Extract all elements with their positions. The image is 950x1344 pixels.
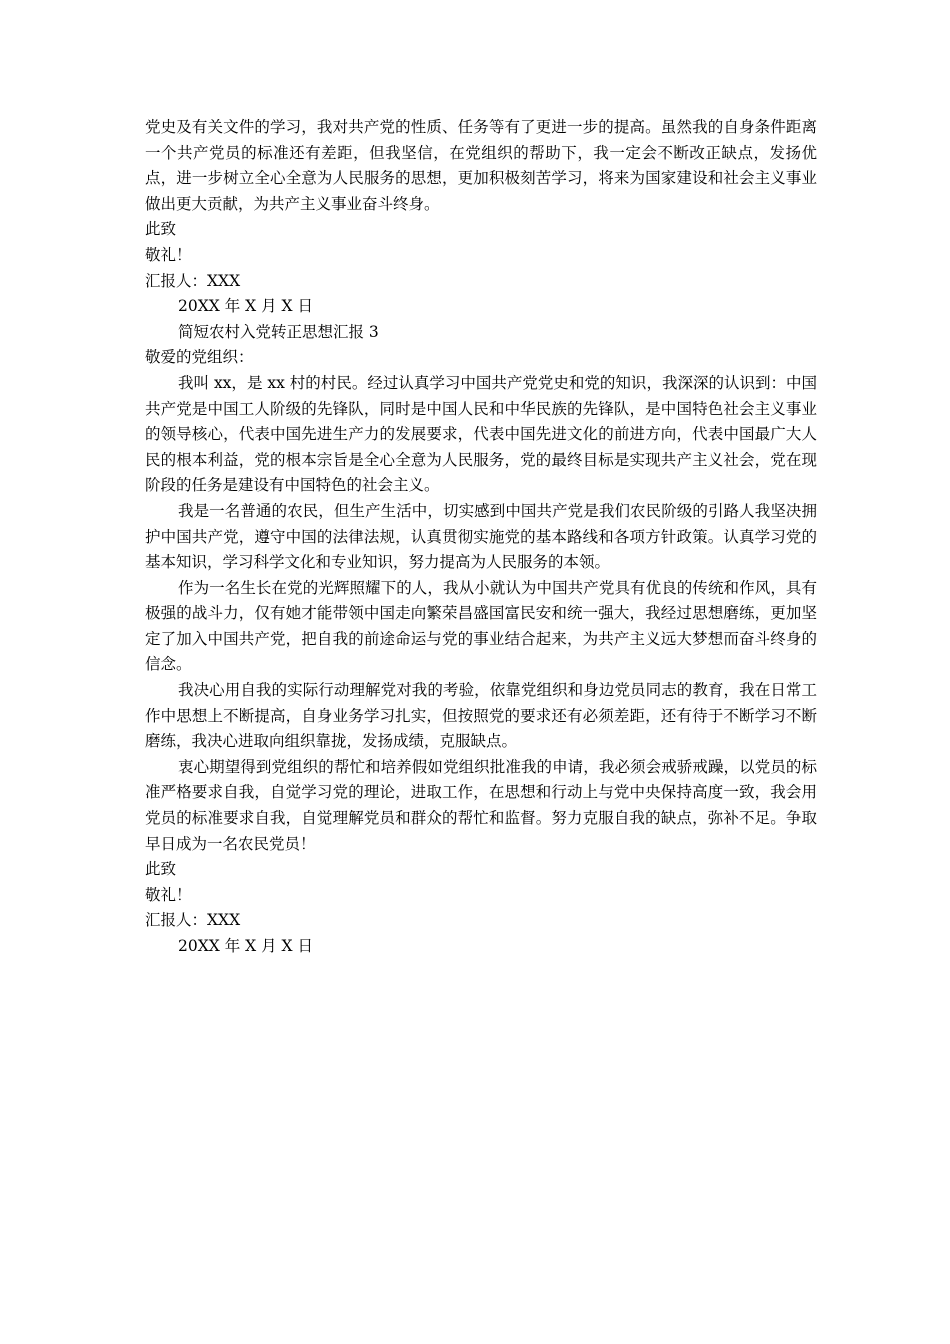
document-page — [145, 115, 817, 960]
closing-text: 此致 — [145, 860, 177, 879]
greeting-text: 敬爱的党组织： — [145, 348, 254, 367]
reporter-signature: 汇报人：XXX — [145, 271, 241, 290]
body-paragraph: 我叫 xx，是 xx 村的村民。经过认真学习中国共产党党史和党的知识，我深深的认识到：中国共产党是中国工人阶级的先锋队，同时是中国人民和中华民族的先锋队，是中国特色社会主义事业的领导核心，代表中国先进生产力的发展要求，代表中国先进文化的前进方向，代表中国最广大人民的根本利益，党的根本宗旨是全心全意为人民服务，党的最终目标是实现共产主义社会，党在现阶段的任务是建设有中国特色的社会主义。 — [145, 373, 817, 495]
salute-text: 敬礼！ — [145, 885, 192, 904]
body-paragraph: 我是一名普通的农民，但生产生活中，切实感到中国共产党是我们农民阶级的引路人我坚决拥护中国共产党，遵守中国的法律法规，认真贯彻实施党的基本路线和各项方针政策。认真学习党的基本知识，学习科学文化和专业知识，努力提高为人民服务的本领。 — [145, 501, 817, 572]
report-date: 20XX 年 X 月 X 日 — [178, 297, 313, 316]
body-paragraph: 我决心用自我的实际行动理解党对我的考验，依靠党组织和身边党员同志的教育，我在日常工作中思想上不断提高，自身业务学习扎实，但按照党的要求还有必须差距，还有待于不断学习不断磨练，我决心进取向组织靠拢，发扬成绩，克服缺点。 — [145, 681, 817, 751]
reporter-signature: 汇报人：XXX — [145, 911, 241, 930]
report-date: 20XX 年 X 月 X 日 — [178, 937, 313, 955]
continuation-paragraph: 党史及有关文件的学习，我对共产党的性质、任务等有了更进一步的提高。虽然我的自身条件距离一个共产党员的标准还有差距，但我坚信，在党组织的帮助下，我一定会不断改正缺点，发扬优点，进一步树立全心全意为人民服务的思想，更加积极刻苦学习，将来为国家建设和社会主义事业做出更大贡献，为共产主义事业奋斗终身。 — [145, 118, 817, 213]
salute-text: 敬礼！ — [145, 245, 192, 264]
section-title: 简短农村入党转正思想汇报 3 — [178, 322, 379, 341]
body-paragraph: 衷心期望得到党组织的帮忙和培养假如党组织批准我的申请，我必须会戒骄戒躁，以党员的标准严格要求自我，自觉学习党的理论，进取工作，在思想和行动上与党中央保持高度一致，我会用党员的标准要求自我，自觉理解党员和群众的帮忙和监督。努力克服自我的缺点，弥补不足。争取早日成为一名农民党员！ — [145, 757, 817, 853]
closing-text: 此致 — [145, 220, 177, 239]
body-paragraph: 作为一名生长在党的光辉照耀下的人，我从小就认为中国共产党具有优良的传统和作风，具有极强的战斗力，仅有她才能带领中国走向繁荣昌盛国富民安和统一强大，我经过思想磨练，更加坚定了加入中国共产党，把自我的前途命运与党的事业结合起来，为共产主义远大梦想而奋斗终身的信念。 — [145, 578, 817, 674]
